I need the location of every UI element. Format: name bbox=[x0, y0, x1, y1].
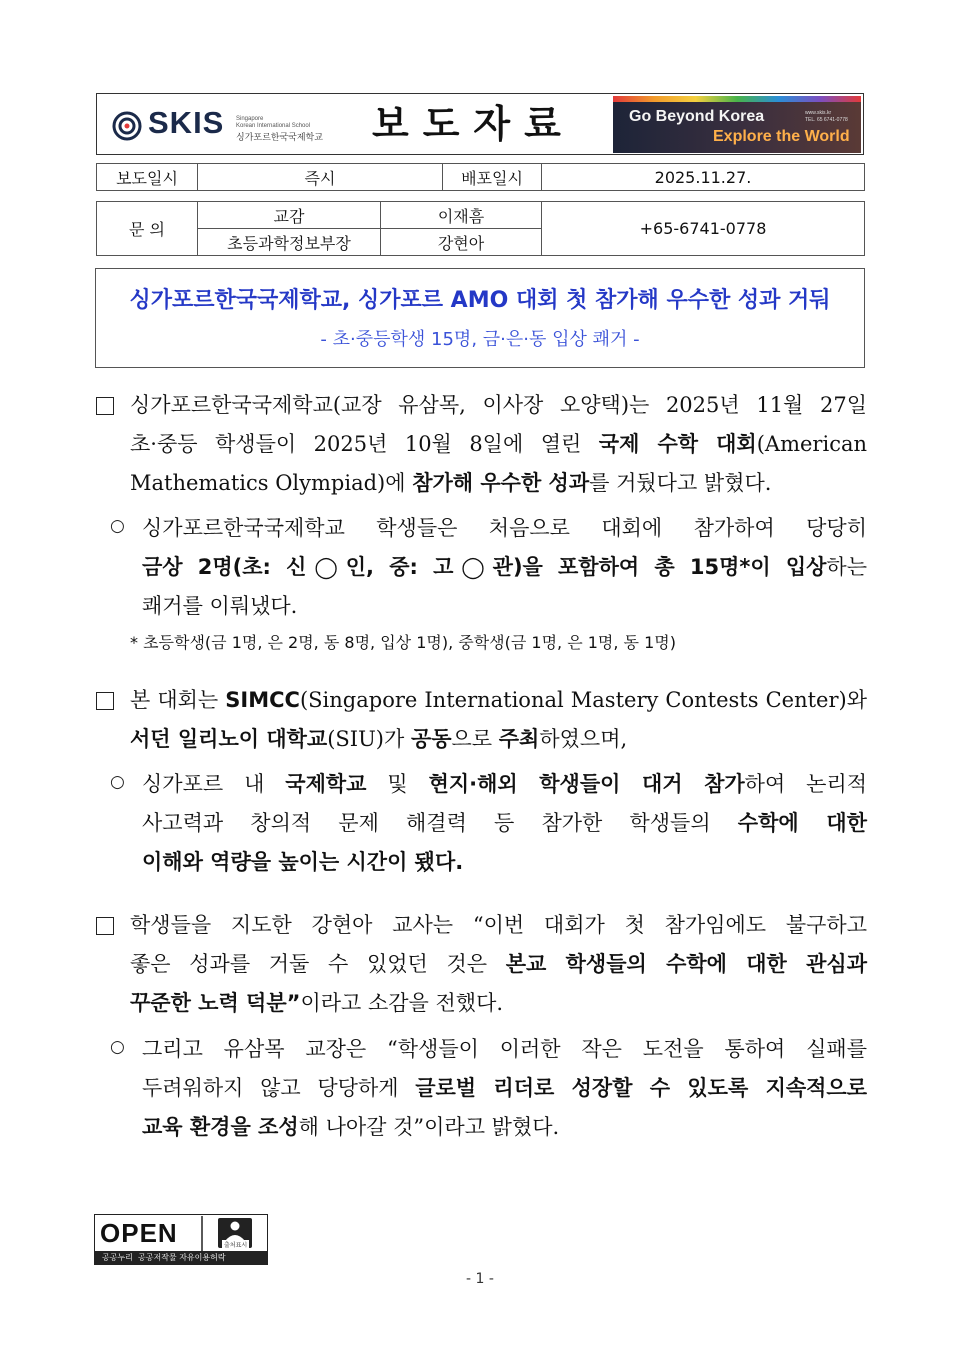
section-1-sub bbox=[142, 509, 867, 626]
banner-line2: Explore the World bbox=[713, 128, 850, 145]
section-1 bbox=[130, 386, 867, 503]
s2sub-line2: 사고력과 창의적 문제 해결력 등 참가한 학생들의 수학에 대한 bbox=[142, 811, 867, 835]
logo-subtitle-ko: 싱가포르한국국제학교 bbox=[236, 133, 323, 143]
banner-contact: www.skis.kr TEL. 65 6741-0778 bbox=[805, 110, 848, 123]
open-text: OPEN bbox=[100, 1218, 178, 1248]
report-date-label: 보도일시 bbox=[97, 164, 198, 191]
s1sub-line1: 싱가포르한국국제학교 학생들은 처음으로 대회에 참가하여 당당히 bbox=[142, 516, 867, 540]
open-caption: 공공누리 공공저작물 자유이용허락 bbox=[102, 1253, 226, 1262]
circle-bullet-icon: ○ bbox=[110, 772, 125, 792]
skis-emblem-icon bbox=[112, 111, 142, 141]
release-date-table bbox=[96, 163, 865, 191]
banner-line1: Go Beyond Korea bbox=[629, 108, 765, 125]
school-logo bbox=[112, 103, 342, 147]
checkbox-bullet-icon bbox=[96, 917, 114, 935]
s1-line3: Mathematics Olympiad)에 참가해 우수한 성과를 거뒀다고 밝혔다. bbox=[130, 471, 772, 495]
inquiry-role-1: 교감 bbox=[198, 202, 381, 229]
inquiry-phone: +65-6741-0778 bbox=[542, 202, 865, 256]
inquiry-label: 문 의 bbox=[97, 202, 198, 256]
inquiry-name-1: 이재흠 bbox=[381, 202, 542, 229]
section-2-sub bbox=[142, 765, 867, 882]
s2sub-line3: 이해와 역량을 높이는 시간이 됐다. bbox=[142, 850, 464, 874]
circle-bullet-icon: ○ bbox=[110, 516, 125, 536]
s3-line1: 학생들을 지도한 강현아 교사는 “이번 대회가 첫 참가임에도 불구하고 bbox=[130, 913, 867, 937]
inquiry-name-2: 강현아 bbox=[381, 229, 542, 256]
logo-text: SKIS bbox=[148, 105, 225, 140]
header-banner bbox=[613, 96, 861, 153]
s1sub-line3: 쾌거를 이뤄냈다. bbox=[142, 594, 298, 618]
section-3 bbox=[130, 906, 867, 1023]
document-title: 보도자료 bbox=[372, 102, 575, 146]
logo-subtitle-en: Singapore Korean International School bbox=[236, 116, 311, 129]
s2-line2: 서던 일리노이 대학교(SIU)가 공동으로 주최하였으며, bbox=[130, 727, 628, 751]
s1-line1: 싱가포르한국국제학교(교장 유삼목, 이사장 오양택)는 2025년 11월 27일 bbox=[130, 393, 867, 417]
s1-line2: 초·중등 학생들이 2025년 10월 8일에 열린 국제 수학 대회(American bbox=[130, 432, 867, 456]
section-3-sub bbox=[142, 1030, 867, 1147]
checkbox-bullet-icon bbox=[96, 692, 114, 710]
footnote: * 초등학생(금 1명, 은 2명, 동 8명, 입상 1명), 중학생(금 1명, 은 1명, 동 1명) bbox=[130, 633, 676, 652]
inquiry-table bbox=[96, 201, 865, 256]
s2sub-line1: 싱가포르 내 국제학교 및 현지·해외 학생들이 대거 참가하여 논리적 bbox=[142, 772, 868, 796]
s3sub-line3: 교육 환경을 조성해 나아갈 것”이라고 밝혔다. bbox=[142, 1115, 560, 1139]
report-date-value: 즉시 bbox=[198, 164, 443, 191]
open-license-logo bbox=[94, 1214, 268, 1265]
banner-stripe bbox=[613, 96, 861, 102]
s1sub-line2: 금상 2명(초: 신◯인, 중: 고◯관)을 포함하여 총 15명*이 입상하는 bbox=[142, 555, 867, 579]
s3sub-line2: 두려워하지 않고 당당하게 글로벌 리더로 성장할 수 있도록 지속적으로 bbox=[142, 1076, 867, 1100]
s2-line1: 본 대회는 SIMCC(Singapore International Mastery Contests Center)와 bbox=[130, 688, 867, 712]
inquiry-role-2: 초등과학정보부장 bbox=[198, 229, 381, 256]
dist-date-value: 2025.11.27. bbox=[542, 164, 865, 191]
section-2 bbox=[130, 681, 867, 759]
headline: 싱가포르한국국제학교, 싱가포르 AMO 대회 첫 참가해 우수한 성과 거둬 bbox=[129, 288, 831, 313]
circle-bullet-icon: ○ bbox=[110, 1037, 125, 1057]
open-type: 출처표시 bbox=[224, 1242, 248, 1249]
s3-line2: 좋은 성과를 거둘 수 있었던 것은 본교 학생들의 수학에 대한 관심과 bbox=[130, 952, 867, 976]
s3-line3: 꾸준한 노력 덕분”이라고 소감을 전했다. bbox=[130, 991, 504, 1015]
dist-date-label: 배포일시 bbox=[443, 164, 542, 191]
page-number: - 1 - bbox=[466, 1271, 494, 1287]
s3sub-line1: 그리고 유삼목 교장은 “학생들이 이러한 작은 도전을 통하여 실패를 bbox=[142, 1037, 867, 1061]
subheadline: - 초·중등학생 15명, 금·은·동 입상 쾌거 - bbox=[320, 329, 640, 350]
checkbox-bullet-icon bbox=[96, 397, 114, 415]
